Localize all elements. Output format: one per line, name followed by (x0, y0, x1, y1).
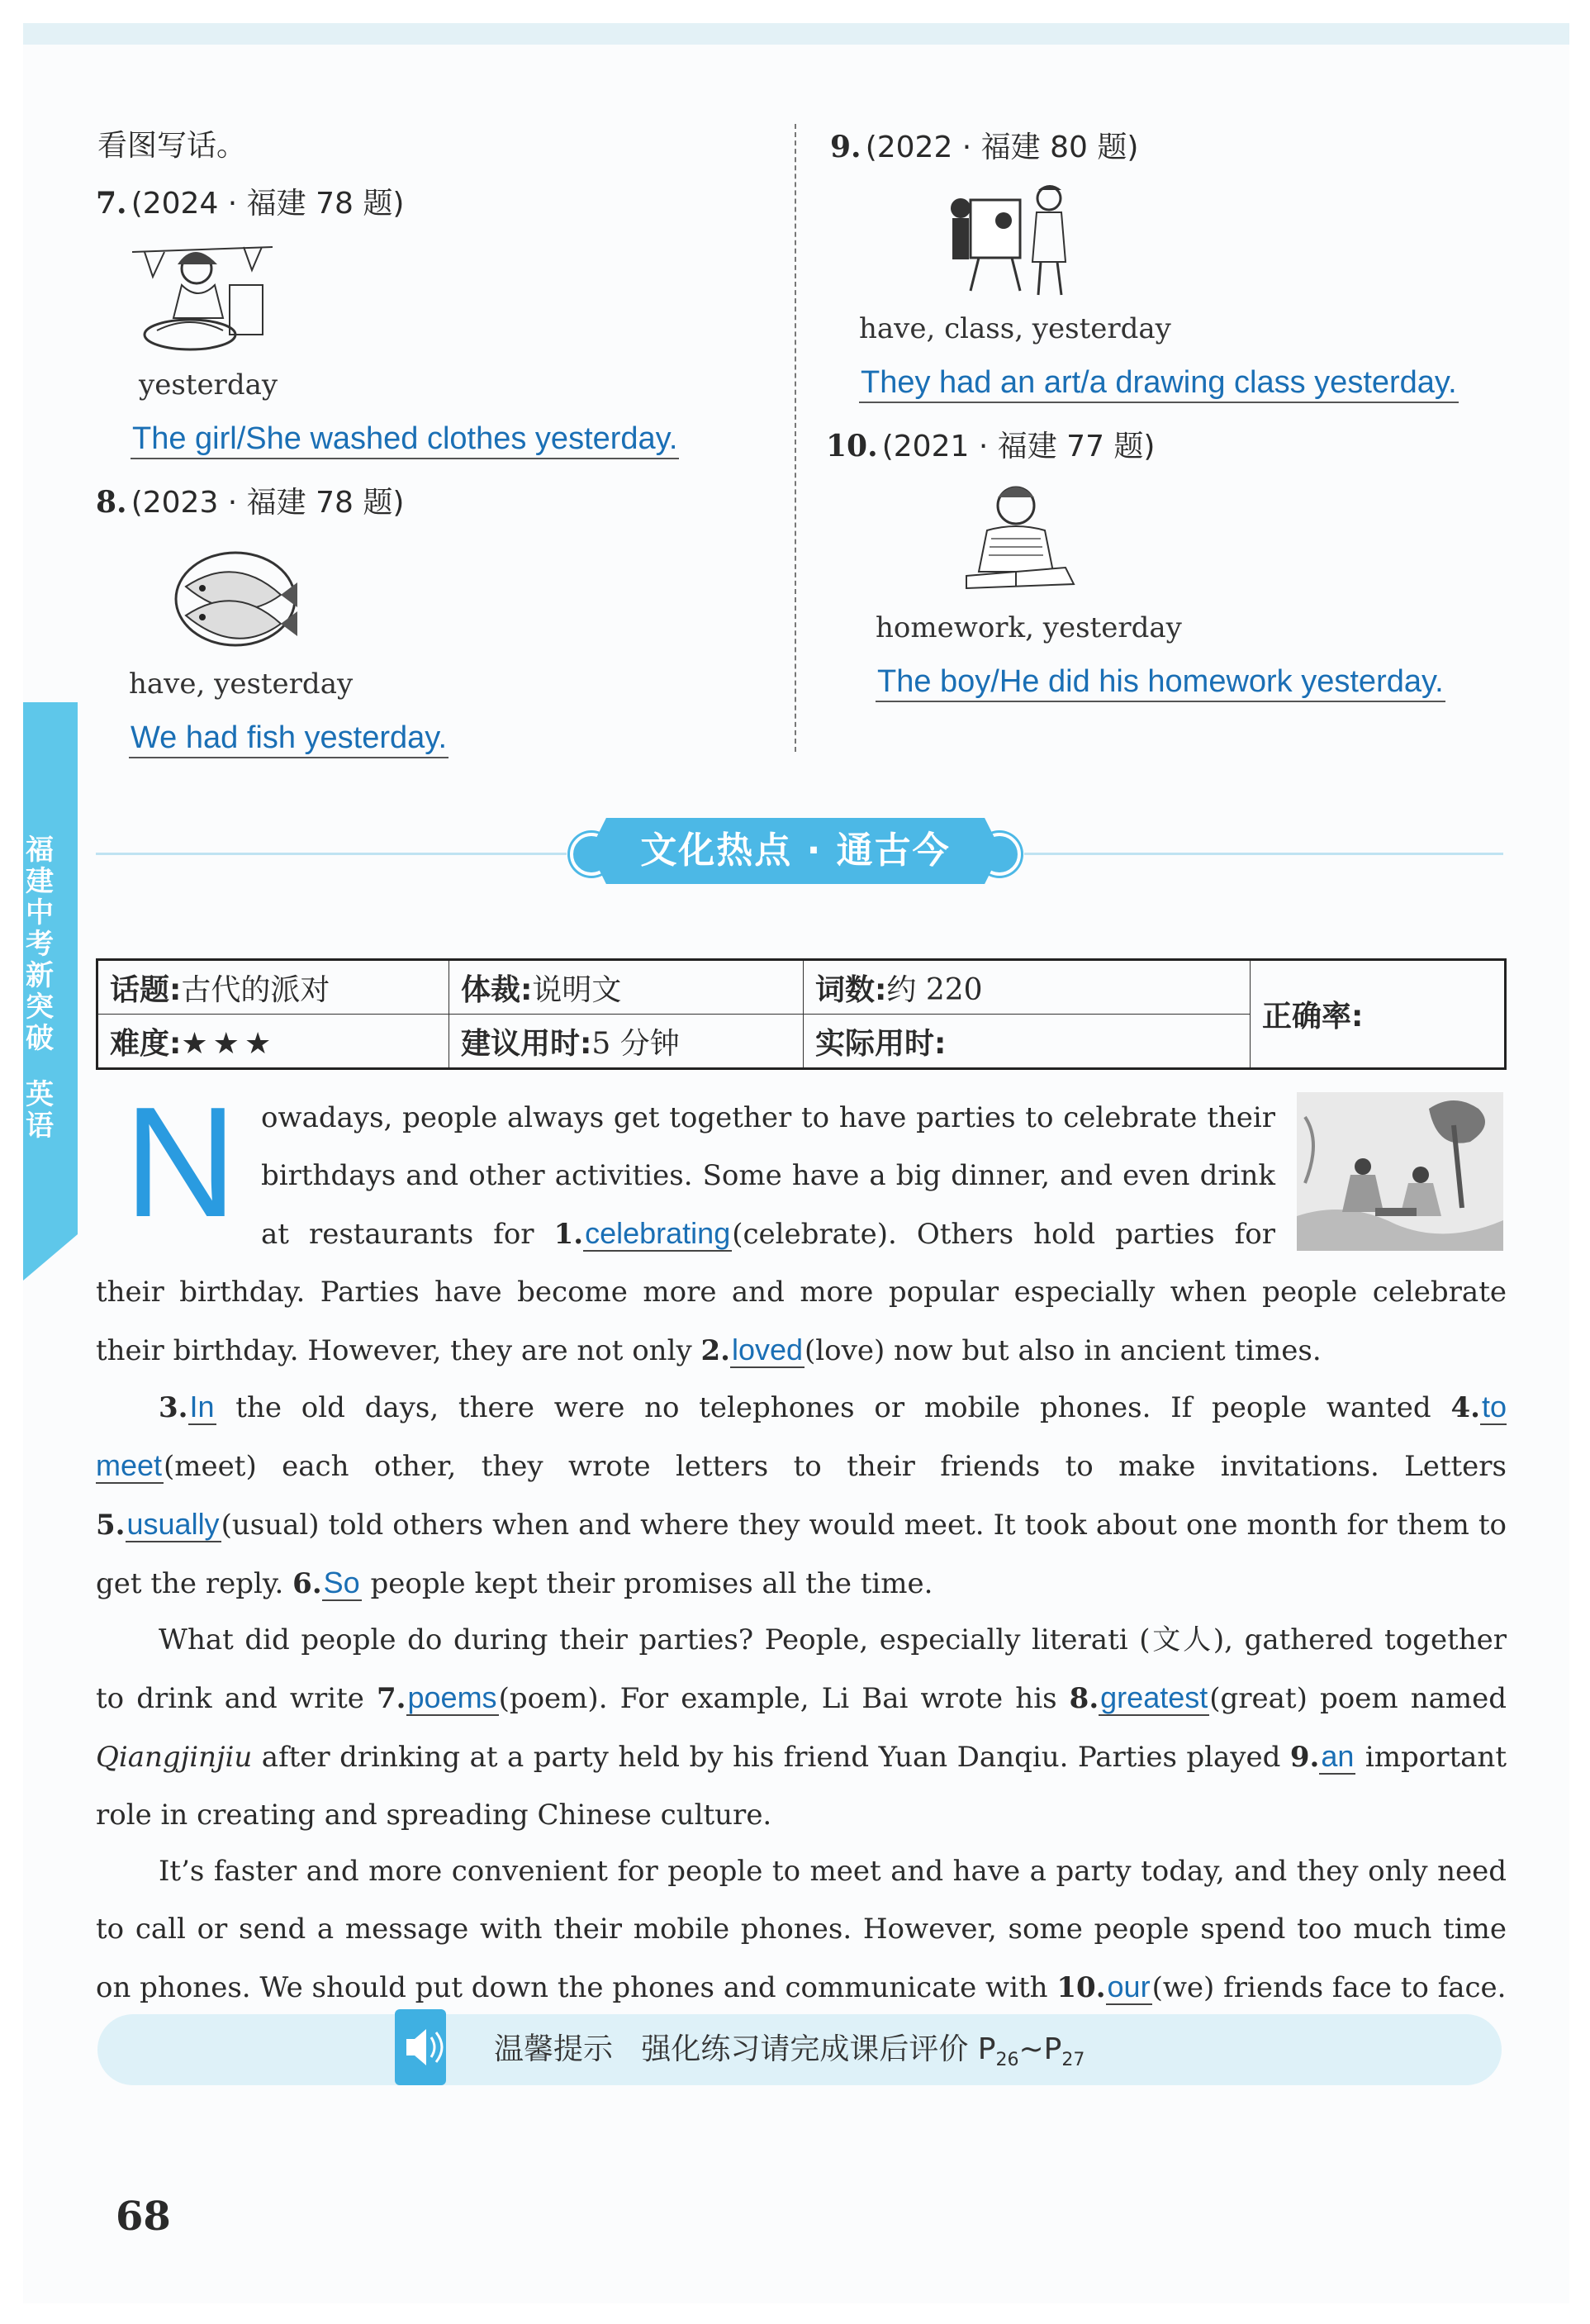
tip-page-start: 26 (995, 2050, 1019, 2071)
topic-value: 古代的派对 (181, 972, 330, 1007)
question-7-answer: The girl/She washed clothes yesterday. (131, 421, 679, 459)
blank-7-number: 7. (377, 1682, 406, 1715)
suggested-time-value: 5 分钟 (591, 1026, 680, 1061)
words-cell (804, 960, 1251, 1015)
blank-4-answer: to meet (96, 1390, 1507, 1482)
culture-banner (570, 818, 1021, 884)
tip-content: 强化练习请完成课后评价 P (641, 2032, 996, 2066)
question-7-header (96, 180, 404, 222)
blank-2-number: 2. (700, 1334, 730, 1367)
paragraph-2-text-b: each other, they wrote letters to their friends to make invitations. Letters (256, 1450, 1507, 1483)
passage-paragraph-3 (96, 1611, 1507, 1844)
paragraph-2-text-a: the old days, there were no telephones or mobile phones. If people wanted (216, 1391, 1451, 1424)
section-intro: 看图写话。 (97, 129, 247, 163)
actual-time-cell (804, 1015, 1251, 1069)
question-number: 9. (830, 130, 861, 164)
difficulty-cell (97, 1015, 449, 1069)
tip-bar (97, 2014, 1502, 2085)
side-tab-subject: 英语 (26, 1078, 54, 1143)
suggested-time-label: 建议用时: (461, 1026, 592, 1061)
question-9-hint: have, class, yesterday (859, 312, 1171, 345)
top-band (23, 23, 1569, 45)
blank-1-answer: celebrating (585, 1216, 731, 1250)
blank-2-hint: (love) (804, 1334, 885, 1367)
side-tab-title: 福建中考新突破 (26, 834, 54, 1055)
blank-10-answer: our (1107, 1970, 1151, 2003)
difficulty-label: 难度: (110, 1026, 182, 1061)
paragraph-2-text-d: people kept their promises all the time. (361, 1567, 933, 1600)
boy-homework-illustration (958, 481, 1082, 596)
blank-1-hint: (celebrate). (732, 1218, 897, 1251)
paragraph-3-text-d: after drinking at a party held by his friend Yuan Danqiu. Parties played (252, 1741, 1290, 1774)
paragraph-3-text-e: important role in creating and spreading Chinese culture. (96, 1741, 1507, 1832)
question-8-answer-wrap (129, 720, 449, 756)
side-tab-text (25, 834, 55, 1142)
accuracy-label: 正确率: (1262, 1000, 1364, 1034)
blank-4-hint: (meet) (164, 1450, 257, 1483)
tip-tilde: ~P (1018, 2032, 1062, 2066)
banner-line-left (96, 853, 567, 855)
poem-title: Qiangjinjiu (96, 1741, 253, 1774)
passage-paragraph-2 (96, 1378, 1507, 1613)
question-number: 10. (826, 429, 878, 463)
blank-8-hint: (great) (1209, 1682, 1308, 1715)
paragraph-3-text-c: poem named (1307, 1682, 1507, 1715)
blank-5-hint: (usual) (221, 1509, 320, 1542)
question-source: (2023 · 福建 78 题) (131, 486, 405, 520)
paragraph-3-text-a: What did people do during their parties? People, especially literati (文人), gathered together to drink and write (96, 1623, 1507, 1715)
paragraph-3-text-b: For example, Li Bai wrote his (607, 1682, 1070, 1715)
fish-plate-illustration (169, 537, 301, 653)
blank-7-answer: poems (407, 1680, 497, 1714)
tip-text (494, 2014, 1085, 2096)
blank-8-answer: greatest (1100, 1680, 1208, 1714)
blank-6-number: 6. (292, 1567, 322, 1600)
question-7-answer-wrap (131, 421, 679, 457)
actual-time-label: 实际用时: (815, 1026, 947, 1061)
question-source: (2021 · 福建 77 题) (881, 430, 1156, 463)
blank-9-number: 9. (1289, 1741, 1320, 1774)
passage-paragraph-4 (96, 1842, 1507, 2017)
blank-8-number: 8. (1069, 1682, 1099, 1715)
question-10-hint: homework, yesterday (876, 611, 1182, 644)
paragraph-4-text-a: It’s faster and more convenient for people to meet and have a party today, and they only need to call or send a message with their mobile phones. However, some people spend too much time on phones. We should put down the phones and communicate with (96, 1855, 1507, 2004)
blank-3-number: 3. (159, 1391, 188, 1424)
reading-info-table (96, 958, 1507, 1070)
topic-cell (97, 960, 449, 1015)
question-number: 7. (96, 186, 127, 221)
column-divider (795, 124, 796, 752)
blank-7-hint: (poem). (498, 1682, 608, 1715)
suggested-time-cell (449, 1015, 804, 1069)
paragraph-1-text-c: now but also in ancient times. (885, 1334, 1322, 1367)
blank-9-answer: an (1321, 1739, 1355, 1773)
question-10-header (826, 423, 1155, 465)
book-icon (395, 2009, 446, 2085)
blank-6-answer: So (323, 1566, 360, 1599)
blank-5-answer: usually (126, 1507, 220, 1541)
blank-5-number: 5. (96, 1509, 126, 1542)
tip-page-end: 27 (1061, 2050, 1085, 2071)
topic-label: 话题: (110, 972, 182, 1007)
words-label: 词数: (815, 972, 887, 1007)
drawing-class-illustration (946, 183, 1078, 299)
accuracy-cell (1251, 960, 1506, 1069)
question-source: (2022 · 福建 80 题) (865, 131, 1139, 164)
question-8-header (96, 479, 404, 521)
question-9-answer: They had an art/a drawing class yesterday. (859, 365, 1459, 403)
paragraph-2-text-c: told others when and where they would meet. It took about one month for them to get the reply. (96, 1509, 1507, 1600)
banner-line-right (1024, 853, 1503, 855)
blank-2-answer: loved (731, 1333, 804, 1366)
question-8-hint: have, yesterday (129, 668, 354, 701)
blank-4-number: 4. (1450, 1391, 1480, 1424)
question-9-header (830, 124, 1138, 166)
paragraph-1-text-a: owadays, people always get together to have parties to celebrate their birthdays and other activities. Some have a big dinner, and even drink at restaurants for (261, 1101, 1275, 1251)
question-source: (2024 · 福建 78 题) (131, 187, 405, 221)
passage-paragraph-1 (96, 1075, 1507, 1380)
genre-cell (449, 960, 804, 1015)
words-value: 约 220 (886, 972, 983, 1007)
speaker-icon (395, 2009, 446, 2085)
drop-cap: N (124, 1075, 238, 1250)
question-10-answer-wrap (876, 664, 1445, 700)
difficulty-stars: ★★★ (181, 1026, 277, 1061)
genre-label: 体裁: (461, 972, 533, 1007)
blank-10-hint: (we) (1151, 1971, 1215, 2004)
banner-title: 文化热点 · 通古今 (640, 829, 951, 872)
question-7-hint: yesterday (139, 368, 278, 402)
paragraph-4-text-b: friends face to face. (1214, 1971, 1507, 2004)
blank-1-number: 1. (553, 1218, 584, 1251)
question-8-answer: We had fish yesterday. (129, 720, 449, 758)
tip-label: 温馨提示 (494, 2032, 614, 2066)
blank-10-number: 10. (1056, 1971, 1106, 2004)
genre-value: 说明文 (532, 972, 622, 1007)
question-10-answer: The boy/He did his homework yesterday. (876, 664, 1445, 702)
paragraph-1-text-b: Others hold parties for their birthday. Parties have become more and more popular especially when people celebrate their birthday. However, they are not only (96, 1218, 1507, 1367)
blank-3-answer: In (189, 1390, 215, 1423)
question-9-answer-wrap (859, 365, 1459, 401)
girl-washing-clothes-illustration (132, 235, 273, 359)
question-number: 8. (96, 485, 127, 520)
page-number: 68 (116, 2193, 171, 2240)
